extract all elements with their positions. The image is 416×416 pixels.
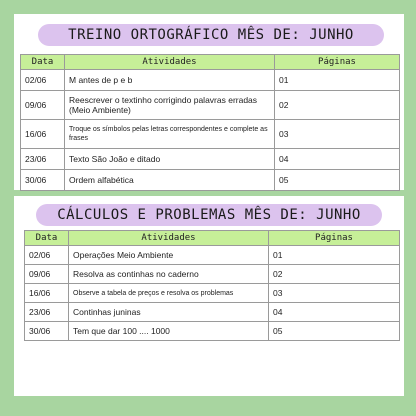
row-date: 16/06	[21, 120, 65, 149]
row-page: 04	[275, 149, 400, 170]
header-activities: Atividades	[65, 55, 275, 70]
schedule-table	[24, 230, 400, 341]
table-row	[25, 284, 400, 303]
table-row	[25, 265, 400, 284]
row-activity: Observe a tabela de preços e resolva os problemas	[69, 284, 269, 303]
row-date: 30/06	[25, 322, 69, 341]
row-activity: Troque os símbolos pelas letras correspondentes e complete as frases	[65, 120, 275, 149]
row-date: 16/06	[25, 284, 69, 303]
table-row	[25, 246, 400, 265]
table-row	[21, 91, 400, 120]
row-page: 02	[269, 265, 400, 284]
row-page: 01	[275, 70, 400, 91]
table-row	[21, 170, 400, 191]
row-date: 02/06	[21, 70, 65, 91]
row-date: 23/06	[25, 303, 69, 322]
row-activity: Reescrever o textinho corrigindo palavras erradas (Meio Ambiente)	[65, 91, 275, 120]
row-page: 05	[275, 170, 400, 191]
table-row	[21, 70, 400, 91]
row-page: 04	[269, 303, 400, 322]
table-row	[25, 322, 400, 341]
table-row	[21, 120, 400, 149]
row-page: 03	[269, 284, 400, 303]
table-row	[25, 303, 400, 322]
table-header-row	[25, 231, 400, 246]
row-activity: Tem que dar 100 .... 1000	[69, 322, 269, 341]
row-page: 05	[269, 322, 400, 341]
table-row	[21, 149, 400, 170]
schedule-card-orthography	[14, 14, 404, 190]
row-page: 01	[269, 246, 400, 265]
table-header-row	[21, 55, 400, 70]
row-activity: Texto São João e ditado	[65, 149, 275, 170]
row-date: 09/06	[21, 91, 65, 120]
row-page: 02	[275, 91, 400, 120]
row-date: 30/06	[21, 170, 65, 191]
header-date: Data	[21, 55, 65, 70]
header-pages: Páginas	[269, 231, 400, 246]
row-activity: Continhas juninas	[69, 303, 269, 322]
header-activities: Atividades	[69, 231, 269, 246]
header-pages: Páginas	[275, 55, 400, 70]
row-date: 23/06	[21, 149, 65, 170]
header-date: Data	[25, 231, 69, 246]
section-title: CÁLCULOS E PROBLEMAS MÊS DE: JUNHO	[36, 204, 382, 226]
schedule-card-calculations	[14, 196, 404, 396]
schedule-table	[20, 54, 400, 191]
row-date: 09/06	[25, 265, 69, 284]
row-activity: Resolva as continhas no caderno	[69, 265, 269, 284]
row-activity: Operações Meio Ambiente	[69, 246, 269, 265]
row-date: 02/06	[25, 246, 69, 265]
section-title: TREINO ORTOGRÁFICO MÊS DE: JUNHO	[38, 24, 384, 46]
row-activity: M antes de p e b	[65, 70, 275, 91]
row-activity: Ordem alfabética	[65, 170, 275, 191]
row-page: 03	[275, 120, 400, 149]
